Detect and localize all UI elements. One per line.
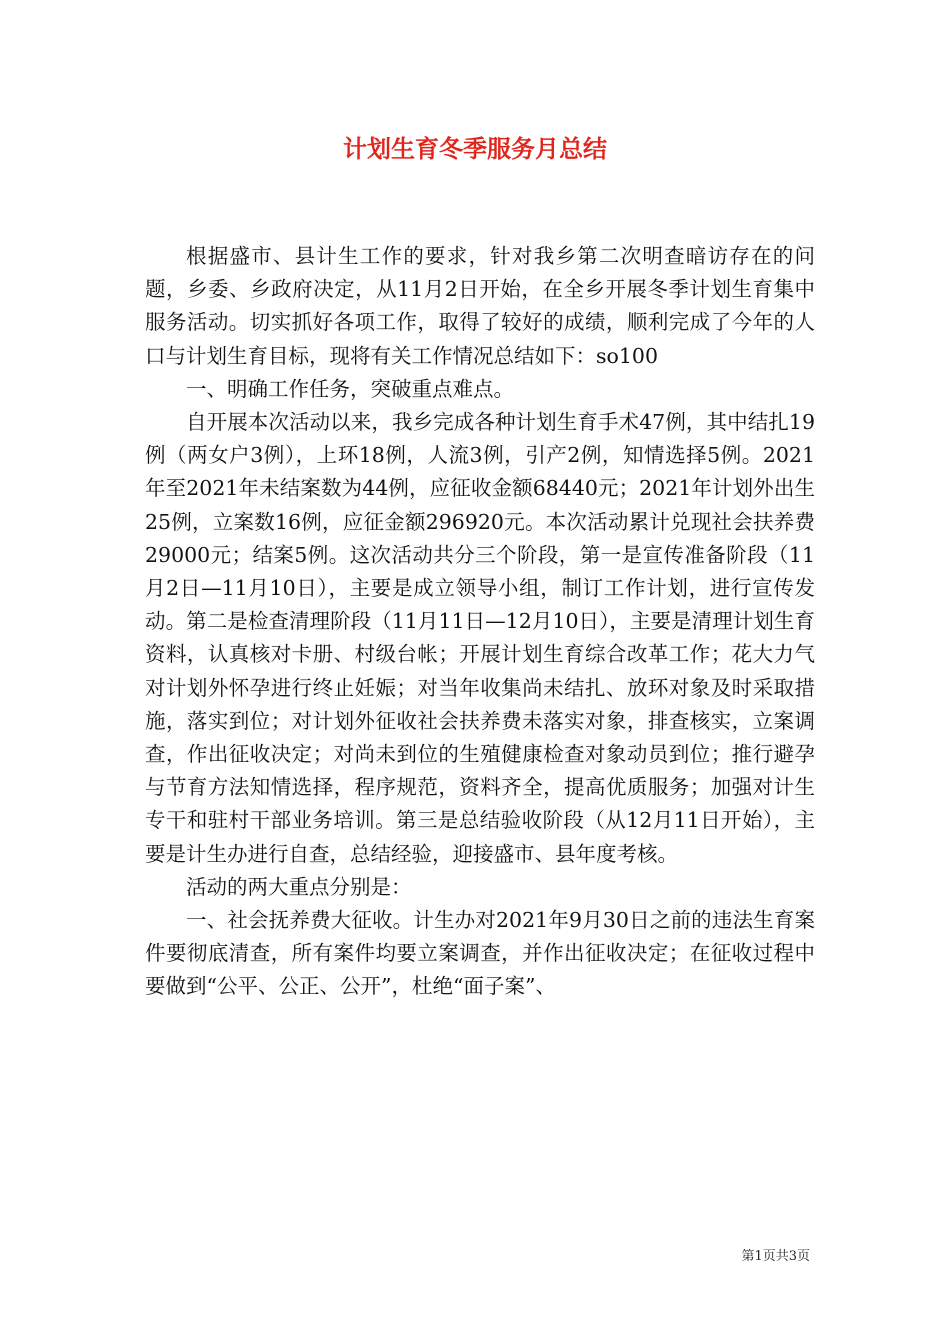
paragraph-key-points-intro: 活动的两大重点分别是： — [186, 874, 412, 899]
paragraph-key-point-one: 一、社会抚养费大征收。计生办对2021年9月30日之前的违法生育案件要彻底清查，所有案件均要立案调查，并作出征收决定；在征收过程中要做到“公平、公正、公开”，杜绝“面子案”、 — [145, 908, 815, 999]
document-title: 计划生育冬季服务月总结 — [343, 134, 607, 163]
paragraph-intro: 根据盛市、县计生工作的要求，针对我乡第二次明查暗访存在的问题，乡委、乡政府决定，从11月2日开始，在全乡开展冬季计划生育集中服务活动。切实抓好各项工作，取得了较好的成绩，顺利完成了今年的人口与计划生育目标，现将有关工作情况总结如下：so100 — [145, 244, 815, 368]
paragraph-section-heading: 一、明确工作任务，突破重点难点。 — [186, 376, 514, 401]
document-body — [145, 240, 815, 1004]
paragraph-activity-details: 自开展本次活动以来，我乡完成各种计划生育手术47例，其中结扎19例（两女户3例），上环18例，人流3例，引产2例，知情选择5例。2021年至2021年未结案数为44例，应征收金额68440元；2021年计划外出生25例，立案数16例，应征金额296920元。本次活动累计兑现社会扶养费29000元；结案5例。这次活动共分三个阶段，第一是宣传准备阶段（11月2日—11月10日），主要是成立领导小组，制订工作计划，进行宣传发动。第二是检查清理阶段（11月11日—12月10日），主要是清理计划生育资料，认真核对卡册、村级台帐；开展计划生育综合改革工作；花大力气对计划外怀孕进行终止妊娠；对当年收集尚未结扎、放环对象及时采取措施，落实到位；对计划外征收社会扶养费未落实对象，排查核实，立案调查，作出征收决定；对尚未到位的生殖健康检查对象动员到位；推行避孕与节育方法知情选择，程序规范，资料齐全，提高优质服务；加强对计生专干和驻村干部业务培训。第三是总结验收阶段（从12月11日开始），主要是计生办进行自查，总结经验，迎接盛市、县年度考核。 — [145, 410, 815, 866]
page-number-footer: 第1页共3页 — [741, 1249, 810, 1264]
